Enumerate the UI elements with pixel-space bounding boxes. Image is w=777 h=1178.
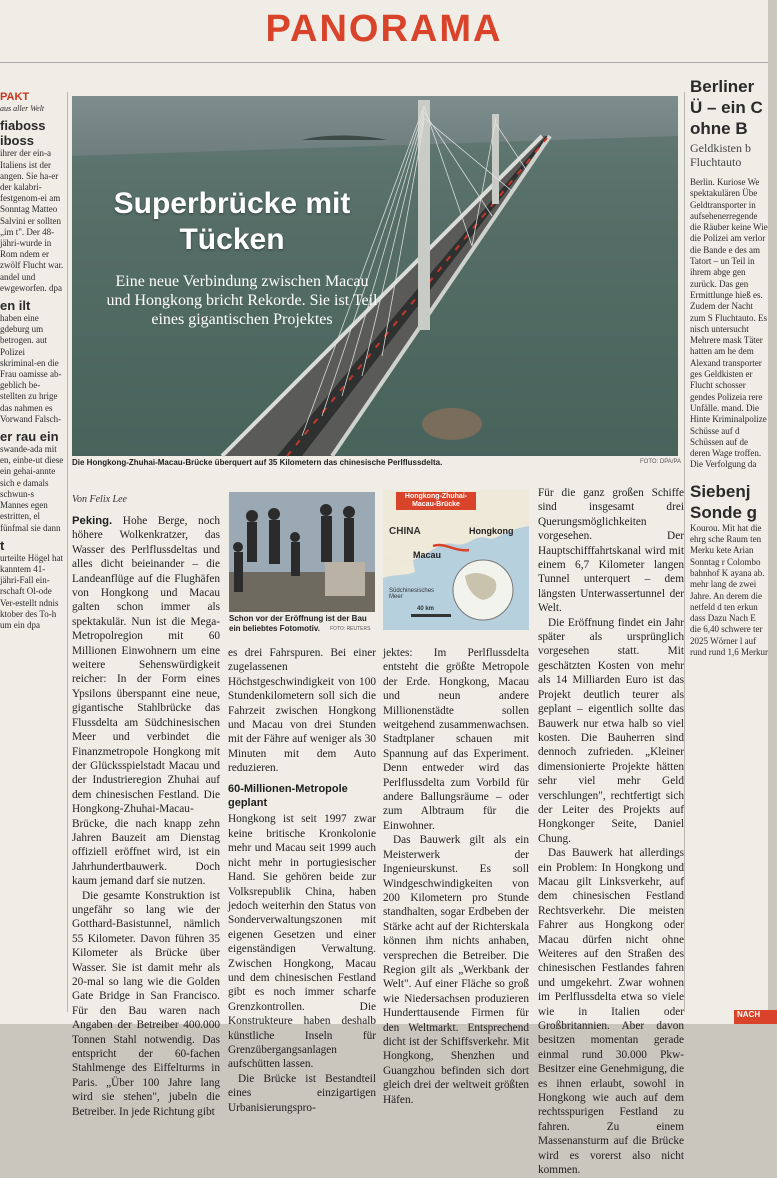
right-news-column — [690, 76, 768, 1016]
hero-subheadline: Eine neue Verbindung zwischen Macau und Hongkong bricht Rekorde. Sie ist Teil eines gigantischen Projektes — [106, 273, 378, 328]
left-section-tag: PAKT — [0, 91, 30, 103]
tourists-photo-credit: FOTO: REUTERS — [330, 626, 371, 632]
left-column-rule — [67, 92, 68, 1012]
left-news-column — [0, 92, 64, 1012]
article-column-3 — [383, 646, 529, 1106]
article-paragraph: Das Bauwerk gilt als ein Meisterwerk der Ingenieurskunst. Es soll Windgeschwindigkeiten von 200 Kilometern pro Stunde standhalten, sogar Erdbeben der Stärke acht auf der Richterskala können ihm nichts anhaben, versprechen die Betreiber. Die Region gilt als „Werkbank der Welt". Auf einer Fläche so groß wie Niedersachsen produzieren Hunderttausende Firmen für den Weltmarkt. Entsprechend dicht ist der Schiffsverkehr. Mit Hongkong, Shenzhen und Guangzhou befinden sich dort gleich drei der weltweit größten Häfen. — [383, 834, 529, 1106]
map-label-macau: Macau — [413, 550, 442, 560]
article-paragraph — [72, 514, 220, 889]
left-story4-headline: t — [0, 537, 5, 553]
article-paragraph: jektes: Im Perlflussdelta entsteht die größte Metropole der Erde. Hongkong, Macau und neun andere Millionenstädte sollen weitgehend zusammenwachsen. Stadtplaner schauen mit Spannung auf das Experiment. Denn entweder wird das Perlflussdelta zum Vorbild für andere Ballungsräume – oder zum Albtraum für die Einwohner. — [383, 647, 529, 832]
tourists-photo-caption: Schon vor der Eröffnung ist der Bau ein beliebtes Fotomotiv. — [229, 614, 367, 633]
left-story3-headline: er rau ein — [0, 429, 59, 445]
article-paragraph: Das Bauwerk hat allerdings ein Problem: In Hongkong und Macau gilt Linksverkehr, auf dem chinesischen Festland Rechtsverkehr. Die meisten Fahrer aus Hongkong oder Macau dürfen nicht ohne Weiteres auf den Straßen des chinesischen Festlandes fahren und umgekehrt. Zwar wohnen im Perlflussdelta etwa so viele wie in Italien oder Großbritannien. Aber davon besitzen momentan gerade einmal rund 30.000 Pkw-Besitzer eine Genehmigung, die es ihnen erlaubt, sowohl in Hongkong wie auch auf dem rechtsspurigen Festland zu fahren. Zu einem Massenansturm auf die Brücke wird es vorerst also nicht kommen. — [538, 847, 684, 1177]
left-story3-text: swande-ada mit en, einbe-ut diese ein gehai-annte sich e damals schwun-s Mannes egen estritten, el fünfmal sie dann — [0, 444, 64, 533]
right-story1-headline: Berliner Ü – ein C ohne B — [690, 77, 763, 138]
tourists-photo — [229, 492, 375, 612]
article-subheading: 60-Millionen-Metropole geplant — [228, 782, 348, 810]
tourists-photo-illustration — [229, 492, 375, 612]
left-story4-text: urteilte Högel hat kanntem 41-jähri-Fall ein-rschaft Ol-ode Ver-estellt ndnis ktober des To-h um ein dpa — [0, 552, 63, 630]
right-story2-headline: Siebenj Sonde g — [690, 481, 758, 522]
article-paragraph: Die Eröffnung findet ein Jahr später als ursprünglich vorgesehen statt. Mit geschätzten Kosten von mehr als 14 Milliarden Euro ist das Projekt deutlich teurer als geplant – eigentlich sollte das Bauwerk nur etwa halb so viel kosten. Die Bauherren sind dennoch zufrieden. „Kleiner dimensionierte Projekte hätten sehr viel mehr Geld verschlungen", rechtfertigt sich der Leiter des Projekts auf Hongkonger Seite, Daniel Chung. — [538, 616, 684, 845]
hero-headline: Superbrücke mit Tücken — [113, 187, 351, 256]
article-column-4 — [538, 486, 684, 1177]
left-story2-headline: en ilt — [0, 298, 31, 314]
map-scale-label: 40 km — [417, 606, 435, 612]
map-bridge-callout: Hongkong-Zhuhai-Macau-Brücke — [396, 492, 476, 510]
article-paragraph: Für die ganz großen Schiffe sind insgesamt drei Querungsmöglichkeiten vorgesehen. Der Hauptschifffahrtskanal wird mit einem 6,7 Kilometer langen Tunnel unterquert – dem längsten Unterwassertunnel der Welt. — [538, 487, 684, 615]
left-section-kicker: aus aller Welt — [0, 104, 45, 114]
next-page-tag: NACH — [734, 1010, 777, 1024]
article-paragraph: Hongkong ist seit 1997 zwar keine britische Kronkolonie mehr und Macau seit 1999 auch nicht mehr in portugiesischer Hand. Sie gehören beide zur Volksrepublik China, haben jedoch weiterhin den Status von Sonderverwaltungszonen mit eigenen Gesetzen und einer eigenständigen Verwaltung. Zwischen Hongkong, Macau und dem chinesischen Festland gibt es noch immer scharfe Grenzkontrollen. Die Konstrukteure haben deshalb künstliche Inseln für Grenzübergangsanlagen aufschütten lassen. — [228, 813, 376, 1071]
article-column-2 — [228, 646, 376, 1114]
bridge-hero-photo — [72, 96, 678, 456]
dateline: Peking. — [72, 515, 113, 527]
left-story2-text: haben eine gdeburg um betrogen. aut Polizei skriminal-en die Frau oamisse ab-geblich be-stellten zu hrige das nahmen es Vorwand Falsch- — [0, 313, 62, 424]
hero-caption: Die Hongkong-Zhuhai-Macau-Brücke überquert auf 35 Kilometern das chinesische Perlflussdelta. — [72, 458, 443, 467]
map-label-hongkong: Hongkong — [469, 526, 514, 536]
right-story1-text: Berlin. Kuriose We spektakulären Übe Geldtransporter in aufsehenerregende die Räuber keine Wie die Polizei am verlor die Bande e des am Tatort – un Teil in ihrem abge gen zurück. Das gen Ermittlunge hieß es. Zudem der Nacht zum S Fluchtauto. Es nisch untersucht Mehrere mask Täter hatten am he dem Alexand transporter ges Geldkisten er Flucht schosser gendes Polizeia rere Unfälle. mand. Die Hinte Kriminalpolize Schüsse auf d Schüssen auf de deren Wage troffen. Die Verfolgung da — [690, 177, 768, 470]
byline: Von Felix Lee — [72, 494, 127, 505]
article-column-1 — [72, 514, 221, 1118]
map-label-china: CHINA — [389, 526, 421, 537]
masthead-rule — [0, 62, 768, 63]
map-label-sea: Südchinesisches Meer — [389, 588, 435, 600]
section-masthead: PANORAMA — [265, 8, 503, 50]
article-paragraph: es drei Fahrspuren. Bei einer zugelassenen Höchstgeschwindigkeit von 100 Stundenkilometern soll sich die Fahrzeit zwischen Hongkong und Macau von drei Stunden mit der Fähre auf weniger als 30 Minuten mit dem Auto reduzieren. — [228, 647, 376, 775]
hero-photo-credit: FOTO: DPA/PA — [640, 459, 682, 465]
right-story2-text: Kourou. Mit hat die ehrg sche Raum ten Merku kete Arian Sonntag r Colombo bahnhof K ayana ab. mehr lang de zwei Jahre. An derem die netfeld d ten erkun dass Dazu Nach E die 6,40 schwere ter 2025 Wörner l auf rund rund 1,6 Merkur — [690, 522, 768, 657]
right-story1-deck: Geldkisten b Fluchtauto — [690, 141, 751, 169]
map-graphic — [383, 490, 529, 630]
left-story1-headline: fiaboss iboss — [0, 118, 46, 149]
article-paragraph: Die Brücke ist Bestandteil eines einzigartigen Urbanisierungspro- — [228, 1072, 376, 1114]
lead-paragraph-text: Hohe Berge, noch höhere Wolkenkratzer, das Wasser des Perlflussdeltas und alles dicht beieinander – die Landeanflüge auf die Flughäfen von Hongkong und Macau galten schon immer als spektakulär. Nun ist die Mega-Metropolregion mit 60 Millionen Einwohnern um eine weitere Sehenswürdigkeit reicher: In der Form eines Ypsilons überspannt eine neue, gigantische Stahlbrücke das Flussdelta am Südchinesischen Meer und verbindet die Finanzmetropole Hongkong mit der Glücksspielstadt Macau und der Industrieregion Zhuhai auf dem chinesischen Festland. Die Hongkong-Zhuhai-Macau-Brücke, die nach knapp zehn Jahren Bauzeit am Dienstag offiziell eröffnet wird, ist ein Jahrhundertbauwerk. Doch kaum jemand darf sie nutzen. — [72, 515, 221, 888]
right-column-rule — [684, 92, 685, 1012]
location-map — [383, 490, 529, 630]
article-paragraph: Die gesamte Konstruktion ist ungefähr so lang wie der Gotthard-Basistunnel, nämlich 55 Kilometer. Davon führen 35 Kilometer als Brücke über Wasser. Sie ist damit mehr als 20-mal so lang wie die Golden Gate Bridge in San Francisco. Für den Bau waren nach Angaben der Betreiber 400.000 Tonnen Stahl notwendig. Das entspricht der 60-fachen Stahlmenge des Eiffelturms in Paris. „Über 100 Jahre lang wird sie stehen", jubeln die Betreiber. In jede Richtung gibt — [72, 889, 220, 1118]
left-story1-text: ihrer der ein-a Italiens ist der angen. Sie ha-er der kalabri-festgenom-ei am Sonntag Matteo Salvini er sollten „im t". Der 48-jähri-wurde in Rom ndem er zwölf Flucht war. andel und ewgeworfen. dpa — [0, 148, 64, 293]
